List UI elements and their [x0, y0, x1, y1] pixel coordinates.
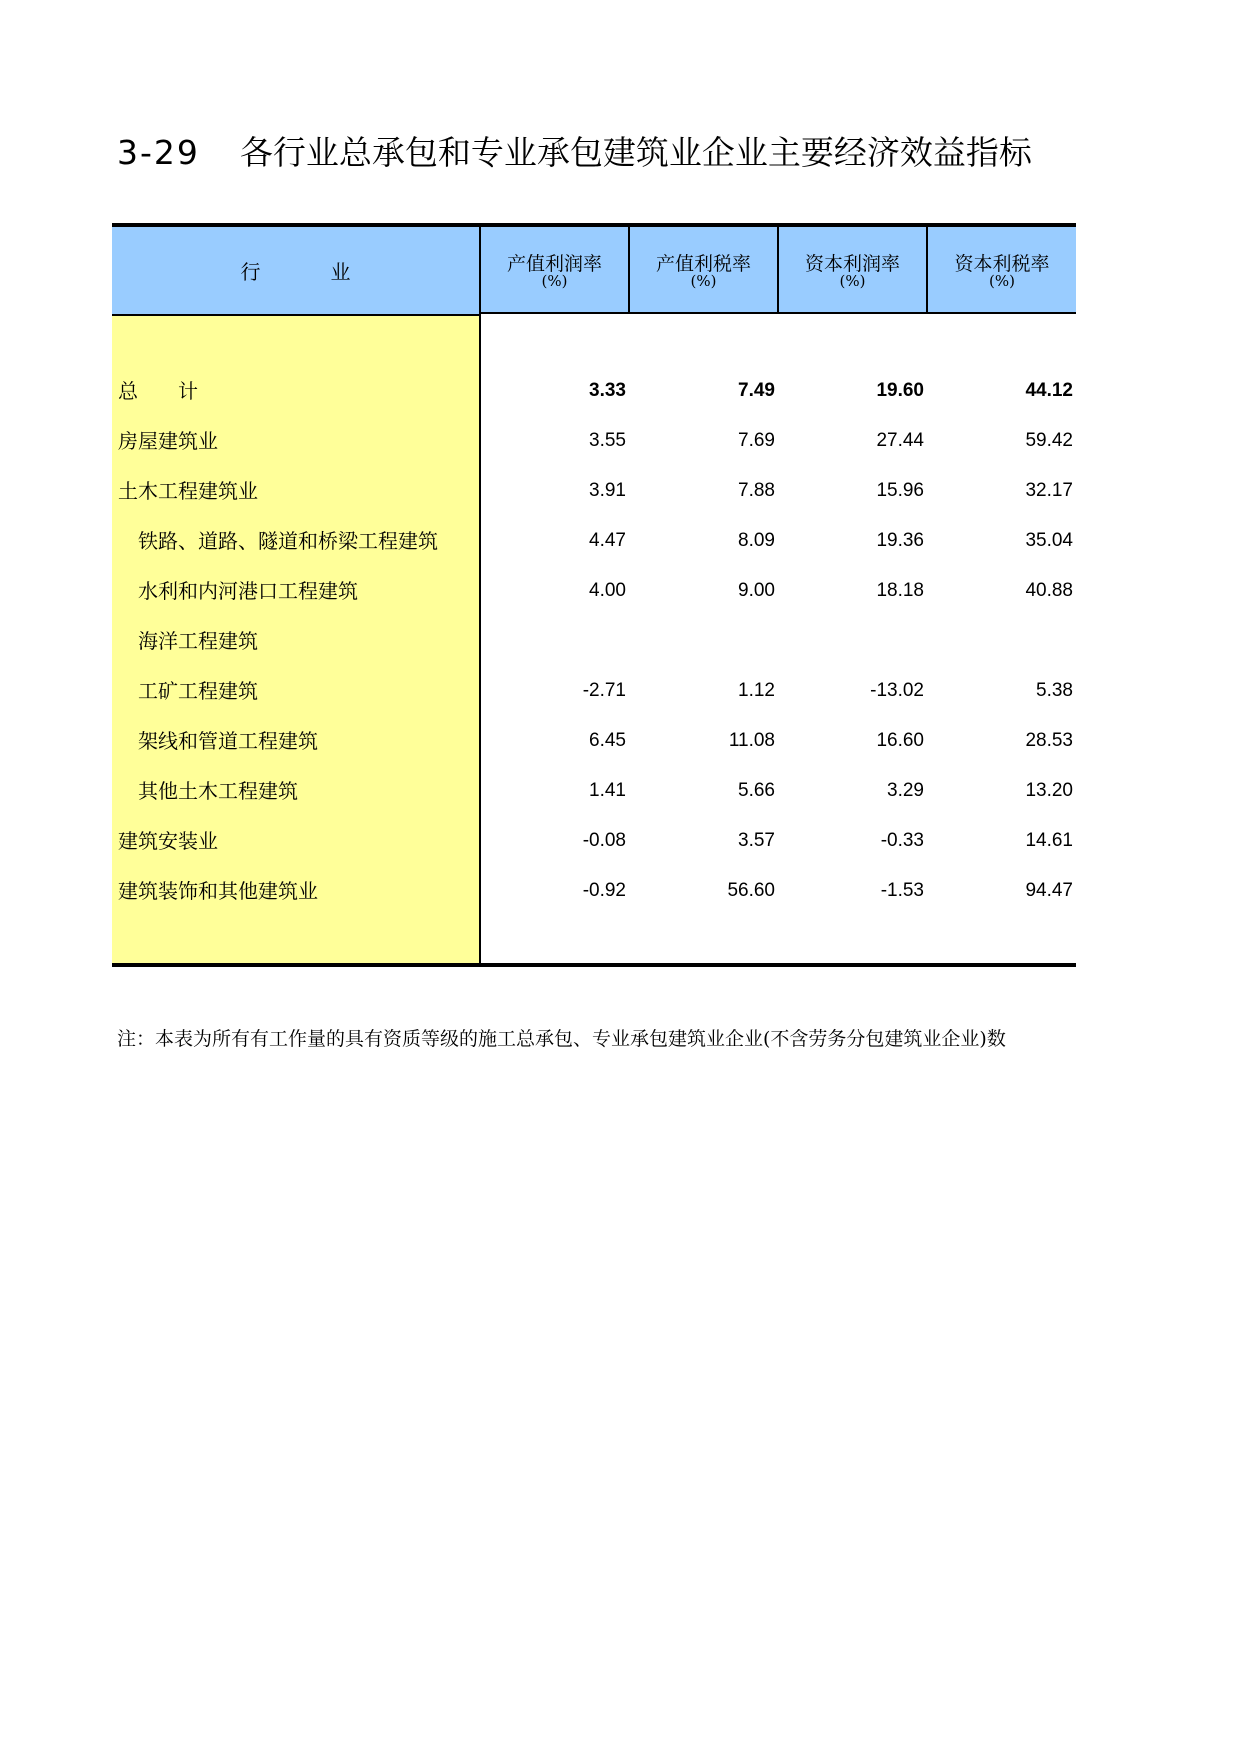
header-col-2	[630, 227, 779, 314]
row-value-col-2: 11.08	[728, 730, 775, 751]
row-value-col-4: 32.17	[1025, 480, 1073, 501]
row-value-col-1: 1.41	[589, 780, 626, 801]
row-label: 土木工程建筑业	[118, 479, 258, 503]
row-value-col-2: 7.49	[738, 380, 775, 401]
row-value-col-3: 18.18	[876, 580, 924, 601]
row-value-col-3: -0.33	[880, 830, 924, 851]
row-value-col-4: 35.04	[1025, 530, 1073, 551]
header-col-2-label: 产值利税率	[655, 253, 751, 275]
row-value-col-4: 94.47	[1025, 880, 1073, 901]
row-label: 其他土木工程建筑	[138, 779, 298, 803]
row-value-col-2: 1.12	[738, 680, 775, 701]
row-value-col-4: 59.42	[1025, 430, 1073, 451]
row-value-col-1: -2.71	[582, 680, 626, 701]
row-value-col-3: -1.53	[880, 880, 924, 901]
table-row	[112, 566, 1076, 616]
row-value-col-1	[481, 616, 630, 666]
row-value-col-3: 19.60	[876, 380, 924, 401]
row-label: 建筑装饰和其他建筑业	[118, 879, 318, 903]
row-value-col-4: 13.20	[1025, 780, 1073, 801]
header-col-4-unit: (%)	[989, 272, 1015, 290]
row-value-col-1: 4.47	[589, 530, 626, 551]
row-value-col-4	[928, 616, 1077, 666]
row-label: 工矿工程建筑	[138, 679, 258, 703]
industry-header	[112, 227, 481, 314]
row-value-col-1: -0.08	[582, 830, 626, 851]
header-col-4	[928, 227, 1076, 314]
row-value-col-3: 27.44	[876, 430, 924, 451]
footnote: 注：本表为所有有工作量的具有资质等级的施工总承包、专业承包建筑业企业(不含劳务分包建筑业企业)数	[117, 1028, 1006, 1050]
table-row	[112, 816, 1076, 866]
row-value-col-2	[630, 616, 779, 666]
table-row	[112, 666, 1076, 716]
row-value-col-4: 14.61	[1025, 830, 1073, 851]
row-label: 总 计	[118, 379, 198, 403]
table-row	[112, 366, 1076, 416]
row-value-col-3: 16.60	[876, 730, 924, 751]
header-col-1-label: 产值利润率	[506, 253, 602, 275]
industry-header-char1: 行	[240, 260, 261, 284]
row-value-col-3: 3.29	[887, 780, 924, 801]
row-value-col-3: -13.02	[870, 680, 924, 701]
table-title: 各行业总承包和专业承包建筑业企业主要经济效益指标	[239, 133, 1032, 172]
row-value-col-2: 3.57	[738, 830, 775, 851]
row-label: 铁路、道路、隧道和桥梁工程建筑	[138, 529, 438, 553]
row-value-col-2: 56.60	[727, 880, 775, 901]
table-row	[112, 516, 1076, 566]
row-label: 海洋工程建筑	[138, 629, 258, 653]
table-row	[112, 466, 1076, 516]
row-value-col-3	[779, 616, 928, 666]
row-value-col-1: 6.45	[589, 730, 626, 751]
header-col-1-unit: (%)	[541, 272, 568, 290]
table-row	[112, 866, 1076, 916]
row-value-col-1: -0.92	[582, 880, 626, 901]
row-value-col-2: 9.00	[738, 580, 775, 601]
table-row	[112, 416, 1076, 466]
header-col-3-unit: (%)	[839, 272, 866, 290]
row-label: 建筑安装业	[118, 829, 218, 853]
table-row	[112, 616, 1076, 666]
header-col-3-label: 资本利润率	[804, 253, 900, 275]
row-label: 架线和管道工程建筑	[138, 729, 318, 753]
data-table	[112, 223, 1076, 967]
row-value-col-1: 4.00	[589, 580, 626, 601]
row-value-col-3: 19.36	[876, 530, 924, 551]
row-value-col-2: 7.69	[738, 430, 775, 451]
row-value-col-3: 15.96	[876, 480, 924, 501]
row-value-col-1: 3.55	[589, 430, 626, 451]
row-label: 水利和内河港口工程建筑	[138, 579, 358, 603]
industry-header-char2: 业	[330, 260, 351, 284]
row-value-col-2: 5.66	[738, 780, 775, 801]
row-value-col-1: 3.91	[589, 480, 626, 501]
table-number: 3-29	[117, 133, 200, 172]
row-label: 房屋建筑业	[118, 429, 218, 453]
table-row	[112, 716, 1076, 766]
header-col-3	[779, 227, 928, 314]
row-value-col-2: 8.09	[738, 530, 775, 551]
row-value-col-4: 5.38	[1036, 680, 1073, 701]
row-value-col-2: 7.88	[738, 480, 775, 501]
header-col-4-label: 资本利税率	[954, 253, 1050, 275]
row-value-col-1: 3.33	[589, 380, 626, 401]
table-row	[112, 766, 1076, 816]
page-title	[117, 127, 1032, 174]
row-value-col-4: 28.53	[1025, 730, 1073, 751]
row-value-col-4: 44.12	[1025, 380, 1073, 401]
header-col-1	[481, 227, 630, 314]
row-value-col-4: 40.88	[1025, 580, 1073, 601]
header-col-2-unit: (%)	[690, 272, 717, 290]
